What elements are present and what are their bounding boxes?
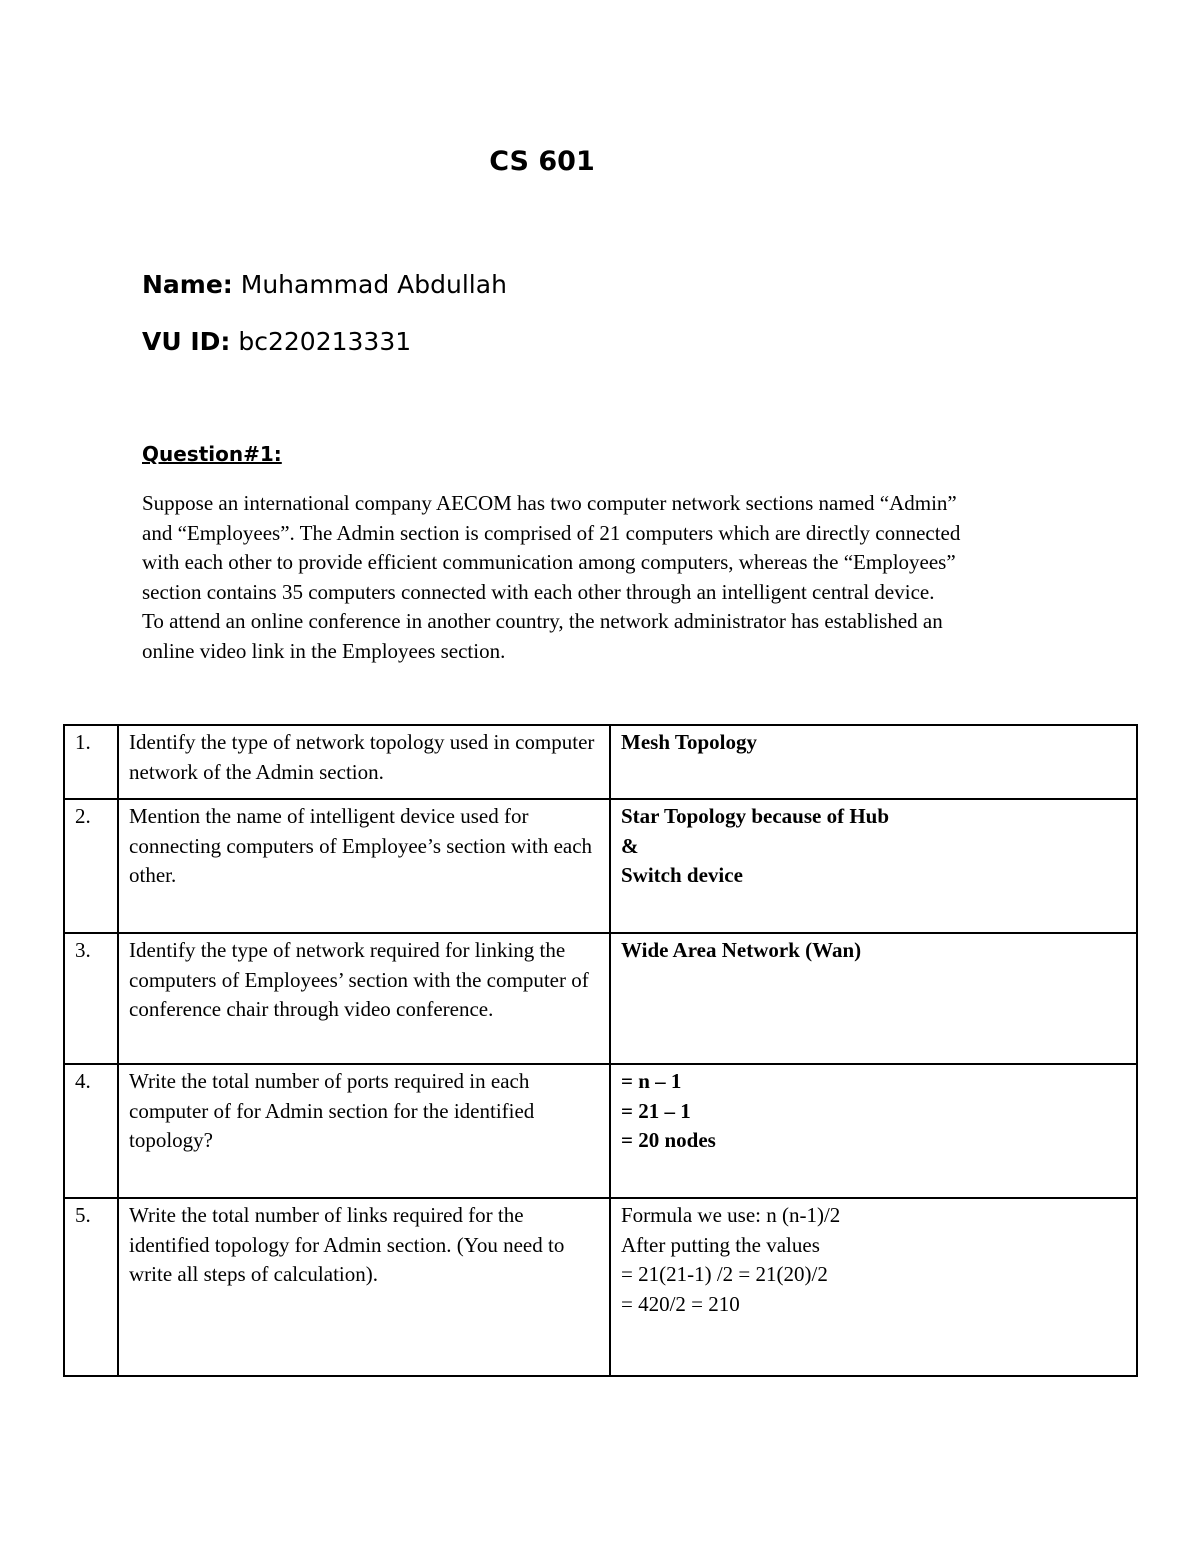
answer-line: Formula we use: n (n-1)/2 [621,1203,841,1227]
row-answer [610,933,1137,1064]
answer-line: & [621,833,639,858]
answer-line: After putting the values [621,1232,820,1257]
answer-line: = 20 nodes [621,1128,716,1152]
answer-line: = 420/2 = 210 [621,1291,740,1316]
row-number: 5. [64,1198,118,1376]
table-row [64,1064,1137,1198]
answer-line: Switch device [621,863,743,887]
name-value: Muhammad Abdullah [240,270,507,299]
question-heading: Question#1: [142,442,282,466]
student-name-line [142,270,507,299]
answer-line: Wide Area Network (Wan) [621,938,862,962]
row-number: 4. [64,1064,118,1198]
table-row [64,1198,1137,1376]
answer-line: Star Topology because of Hub [621,804,890,828]
vu-id-value: bc220213331 [238,327,412,356]
answer-line: = 21 – 1 [621,1098,691,1123]
row-question: Identify the type of network required for linking the computers of Employees’ section with the computer of conference chair through video conference. [118,933,610,1064]
course-title: CS 601 [489,146,595,177]
table-row [64,725,1137,799]
row-answer [610,799,1137,933]
answer-line: Mesh Topology [621,730,757,754]
vu-id-line [142,327,411,356]
row-answer [610,725,1137,799]
name-label: Name: [142,270,233,299]
row-question: Mention the name of intelligent device used for connecting computers of Employee’s section with each other. [118,799,610,933]
answer-line: = n – 1 [621,1069,682,1093]
question-line: with each other to provide efficient communication among computers, whereas the “Employees” [142,550,956,574]
row-number: 3. [64,933,118,1064]
question-line: To attend an online conference in another country, the network administrator has established an [142,609,943,633]
row-question: Write the total number of links required for the identified topology for Admin section. (You need to write all steps of calculation). [118,1198,610,1376]
question-line: online video link in the Employees section. [142,638,506,663]
answer-line: = 21(21-1) /2 = 21(20)/2 [621,1262,828,1286]
question-line: Suppose an international company AECOM has two computer network sections named “Admin” [142,491,957,515]
row-answer [610,1064,1137,1198]
row-question: Write the total number of ports required in each computer of for Admin section for the identified topology? [118,1064,610,1198]
table-row [64,933,1137,1064]
row-question: Identify the type of network topology used in computer network of the Admin section. [118,725,610,799]
answer-table [63,724,1138,1377]
question-line: and “Employees”. The Admin section is comprised of 21 computers which are directly connected [142,520,961,545]
vu-id-label: VU ID: [142,327,231,356]
row-number: 2. [64,799,118,933]
row-number: 1. [64,725,118,799]
question-line: section contains 35 computers connected with each other through an intelligent central device. [142,579,935,604]
row-answer [610,1198,1137,1376]
table-row [64,799,1137,933]
question-paragraph [142,489,1072,666]
